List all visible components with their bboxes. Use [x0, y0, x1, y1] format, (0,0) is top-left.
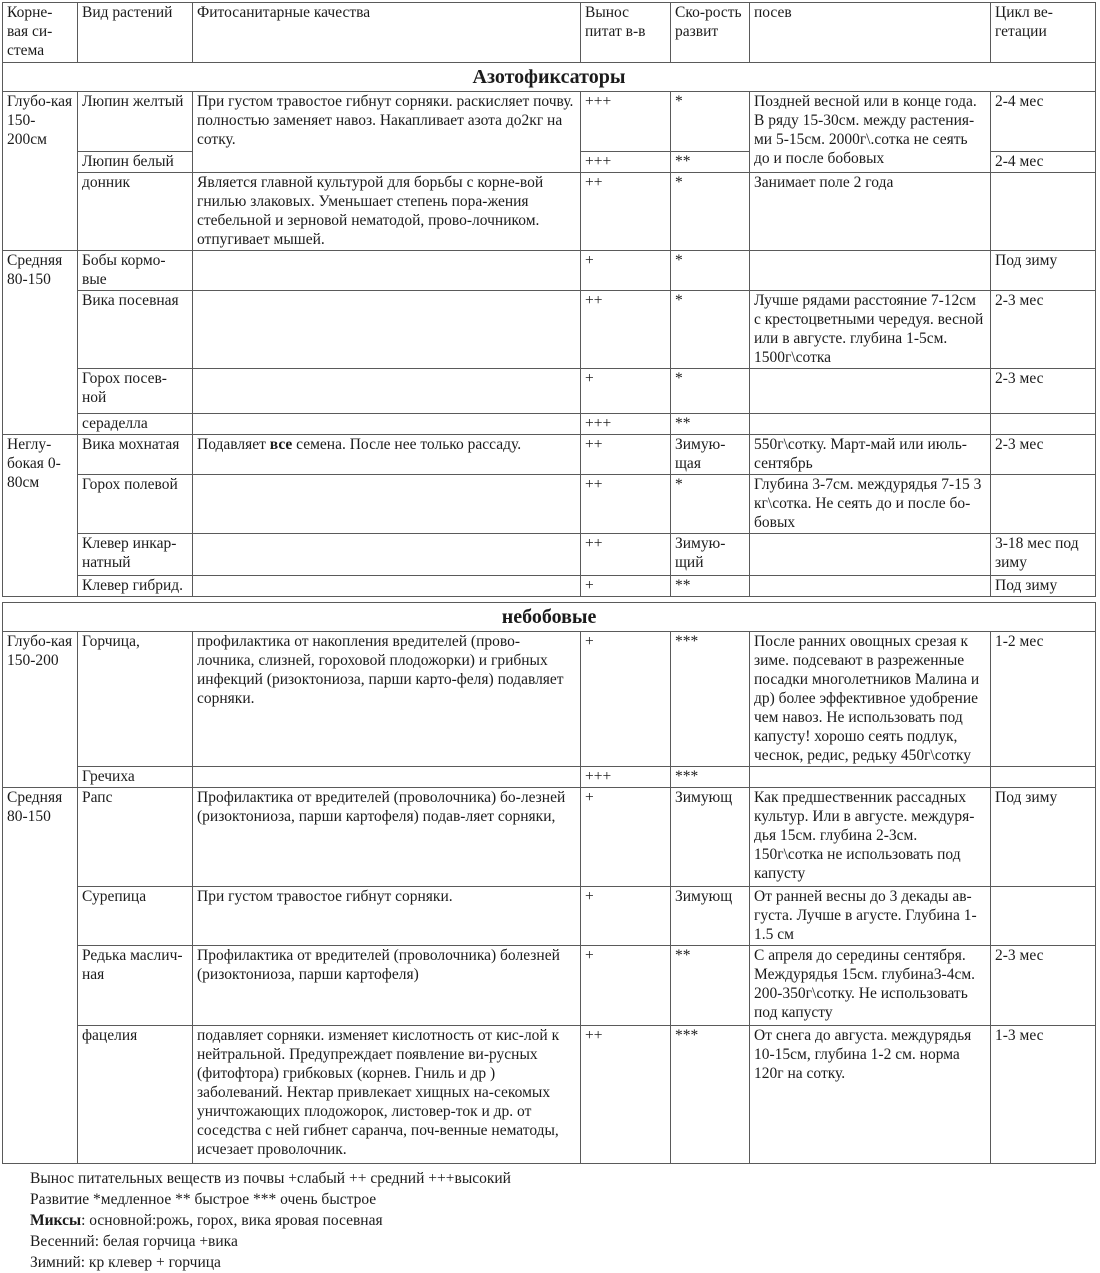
cell-cycle: Под зиму [991, 576, 1096, 597]
header-dev-speed: Ско-рость развит [671, 3, 750, 63]
cell-root-system: Средняя 80-150 [3, 251, 78, 435]
header-root-system: Корне-вая си-стема [3, 3, 78, 63]
cell-sowing [750, 767, 991, 788]
cell-dev-speed: * [671, 251, 750, 291]
cell-species: Сурепица [78, 887, 193, 946]
legend-mixes-text: : основной:рожь, горох, вика яровая посевная [81, 1212, 383, 1229]
cell-cycle [991, 173, 1096, 251]
cell-species: Горох полевой [78, 475, 193, 534]
cell-cycle: 2-3 мес [991, 291, 1096, 369]
cell-nutrient-removal: +++ [581, 92, 671, 152]
cell-root-system: Глубо-кая 150-200 [3, 632, 78, 788]
cell-phyto: При густом травостое гибнут сорняки. раскисляет почву. полностью заменяет навоз. Накапливает азота до2кг на сотку. [193, 92, 581, 173]
cell-cycle: Под зиму [991, 788, 1096, 887]
cell-species: Бобы кормо-вые [78, 251, 193, 291]
cell-sowing [750, 251, 991, 291]
cell-sowing: После ранних овощных срезая к зиме. подсевают в разреженные посадки многолетников Малина и др) более эффективное удобрение чем навоз. Не использовать под капусту! хорошо сеять подлук, чеснок, редис, редьку 450г\сотку [750, 632, 991, 767]
cell-species: Люпин белый [78, 152, 193, 173]
cell-phyto: Профилактика от вредителей (проволочника) болезней (ризоктониоза, парши картофеля) [193, 946, 581, 1026]
cell-dev-speed: Зимующ [671, 887, 750, 946]
cell-species: Люпин желтый [78, 92, 193, 152]
cell-species: Рапс [78, 788, 193, 887]
legend [30, 1168, 1100, 1273]
cell-nutrient-removal: + [581, 369, 671, 414]
cell-dev-speed: ** [671, 414, 750, 435]
cell-cycle: 3-18 мес под зиму [991, 534, 1096, 576]
cell-dev-speed: * [671, 291, 750, 369]
cell-sowing [750, 369, 991, 414]
cell-phyto: Является главной культурой для борьбы с корне-вой гнилью злаковых. Уменьшает степень пора-жения стебельной и зерновой нематодой, прово-лочником. отпугивает мышей. [193, 173, 581, 251]
cell-sowing [750, 414, 991, 435]
cell-sowing: Занимает поле 2 года [750, 173, 991, 251]
phyto-text: семена. После нее только рассаду. [292, 436, 522, 453]
header-sowing: посев [750, 3, 991, 63]
cell-species: Клевер гибрид. [78, 576, 193, 597]
cell-phyto [193, 251, 581, 291]
cell-nutrient-removal: + [581, 887, 671, 946]
table-row [3, 767, 1096, 788]
cell-cycle: 2-4 мес [991, 92, 1096, 152]
cell-sowing: С апреля до середины сентября. Междурядья 15см. глубина3-4см. 200-350г\сотку. Не использовать под капусту [750, 946, 991, 1026]
cell-phyto [193, 767, 581, 788]
cell-nutrient-removal: ++ [581, 534, 671, 576]
cell-dev-speed: *** [671, 1026, 750, 1164]
cell-nutrient-removal: + [581, 632, 671, 767]
cell-species: Горох посев-ной [78, 369, 193, 414]
cell-cycle: 1-2 мес [991, 632, 1096, 767]
cell-phyto [193, 475, 581, 534]
cell-root-system: Неглу-бокая 0-80см [3, 435, 78, 597]
cell-cycle [991, 414, 1096, 435]
cell-sowing: Глубина 3-7см. междурядья 7-15 3 кг\сотка. Не сеять до и после бо-бовых [750, 475, 991, 534]
cell-nutrient-removal: ++ [581, 475, 671, 534]
table-row [3, 946, 1096, 1026]
cell-phyto: При густом травостое гибнут сорняки. [193, 887, 581, 946]
cell-phyto [193, 291, 581, 369]
cell-cycle [991, 767, 1096, 788]
cell-cycle: 2-4 мес [991, 152, 1096, 173]
cell-phyto: подавляет сорняки. изменяет кислотность от кис-лой к нейтральной. Предупреждает появление ви-русных (фитофтора) грибковых (корнев. Гниль и др ) заболеваний. Нектар привлекает хищных на-секомых уничтожающих плодожорок, листовер-ток и др. от соседства с ней гибнет саранча, поч-венные нематоды, исчезает проволочник. [193, 1026, 581, 1164]
cell-nutrient-removal: ++ [581, 291, 671, 369]
table-row [3, 475, 1096, 534]
cell-species: Вика мохнатая [78, 435, 193, 475]
table-row [3, 251, 1096, 291]
siderates-table-legumes [2, 2, 1096, 597]
legend-mixes [30, 1210, 1100, 1231]
cell-species: Горчица, [78, 632, 193, 767]
cell-dev-speed: Зимую-щий [671, 534, 750, 576]
phyto-text: Подавляет [197, 436, 270, 453]
phyto-bold-text: все [269, 436, 293, 453]
table-row [3, 435, 1096, 475]
cell-sowing [750, 576, 991, 597]
table-row [3, 291, 1096, 369]
cell-nutrient-removal: ++ [581, 173, 671, 251]
cell-dev-speed: ** [671, 946, 750, 1026]
table-row [3, 173, 1096, 251]
cell-phyto [193, 576, 581, 597]
cell-dev-speed: *** [671, 632, 750, 767]
cell-nutrient-removal: ++ [581, 1026, 671, 1164]
header-species: Вид растений [78, 3, 193, 63]
cell-dev-speed: ** [671, 152, 750, 173]
cell-nutrient-removal: + [581, 788, 671, 887]
table-row [3, 534, 1096, 576]
table-row [3, 576, 1096, 597]
cell-nutrient-removal: +++ [581, 152, 671, 173]
legend-speed-scale: Развитие *медленное ** быстрое *** очень быстрое [30, 1191, 377, 1208]
table-row [3, 369, 1096, 414]
section-row-non-legumes [3, 603, 1096, 632]
section-title-legumes: Азотофиксаторы [3, 63, 1096, 92]
cell-cycle: 2-3 мес [991, 369, 1096, 414]
table-row [3, 887, 1096, 946]
cell-nutrient-removal: + [581, 251, 671, 291]
cell-phyto: профилактика от накопления вредителей (прово-лочника, слизней, гороховой плодожорки) и грибных инфекций (ризоктониоза, парши карто-феля) подавляет сорняки. [193, 632, 581, 767]
cell-cycle: 1-3 мес [991, 1026, 1096, 1164]
cell-root-system: Глубо-кая 150-200см [3, 92, 78, 251]
header-nutrient-removal: Вынос питат в-в [581, 3, 671, 63]
cell-sowing: Лучше рядами расстояние 7-12см с крестоцветными чередуя. весной или в августе. глубина 1-5см. 1500г\сотка [750, 291, 991, 369]
cell-dev-speed: * [671, 475, 750, 534]
section-row-legumes [3, 63, 1096, 92]
cell-dev-speed: * [671, 369, 750, 414]
cell-sowing: От снега до августа. междурядья 10-15см, глубина 1-2 см. норма 120г на сотку. [750, 1026, 991, 1164]
header-row [3, 3, 1096, 63]
cell-cycle: Под зиму [991, 251, 1096, 291]
table-row [3, 632, 1096, 767]
cell-cycle: 2-3 мес [991, 946, 1096, 1026]
cell-cycle [991, 475, 1096, 534]
table-row [3, 788, 1096, 887]
cell-nutrient-removal: ++ [581, 435, 671, 475]
cell-species: Гречиха [78, 767, 193, 788]
cell-sowing: 550г\сотку. Март-май или июль-сентябрь [750, 435, 991, 475]
cell-sowing: Поздней весной или в конце года. В ряду 15-30см. между растения-ми 5-15см. 2000г\.сотка не сеять до и после бобовых [750, 92, 991, 173]
cell-species: Клевер инкар-натный [78, 534, 193, 576]
header-cycle: Цикл ве-гетации [991, 3, 1096, 63]
cell-phyto: Профилактика от вредителей (проволочника) бо-лезней (ризоктониоза, парши картофеля) подав-ляет сорняки, [193, 788, 581, 887]
siderates-table-non-legumes [2, 602, 1096, 1164]
legend-nutrient-scale: Вынос питательных веществ из почвы +слабый ++ средний +++высокий [30, 1170, 511, 1187]
cell-dev-speed: * [671, 92, 750, 152]
cell-species: Редька маслич-ная [78, 946, 193, 1026]
cell-sowing: От ранней весны до 3 декады ав-густа. Лучше в агусте. Глубина 1-1.5 см [750, 887, 991, 946]
cell-dev-speed: * [671, 173, 750, 251]
cell-nutrient-removal: +++ [581, 414, 671, 435]
legend-mixes-label: Миксы [30, 1212, 82, 1229]
legend-winter-mix: Зимний: кр клевер + горчица [30, 1254, 221, 1271]
cell-sowing [750, 534, 991, 576]
cell-cycle [991, 887, 1096, 946]
cell-nutrient-removal: +++ [581, 767, 671, 788]
cell-phyto [193, 534, 581, 576]
header-phyto: Фитосанитарные качества [193, 3, 581, 63]
cell-sowing: Как предшественник рассадных культур. Или в августе. междуря-дья 15см. глубина 2-3см. 150г\сотка не использовать под капусту [750, 788, 991, 887]
cell-nutrient-removal: + [581, 576, 671, 597]
cell-phyto [193, 435, 581, 475]
section-title-non-legumes: небобовые [3, 603, 1096, 632]
table-row [3, 414, 1096, 435]
cell-phyto [193, 414, 581, 435]
table-row [3, 1026, 1096, 1164]
cell-species: сераделла [78, 414, 193, 435]
cell-dev-speed: ** [671, 576, 750, 597]
cell-cycle: 2-3 мес [991, 435, 1096, 475]
cell-dev-speed: Зимующ [671, 788, 750, 887]
table-row [3, 92, 1096, 152]
cell-species: фацелия [78, 1026, 193, 1164]
cell-species: Вика посевная [78, 291, 193, 369]
cell-species: донник [78, 173, 193, 251]
cell-dev-speed: *** [671, 767, 750, 788]
cell-root-system: Средняя 80-150 [3, 788, 78, 1164]
legend-spring-mix: Весенний: белая горчица +вика [30, 1233, 238, 1250]
cell-phyto [193, 369, 581, 414]
cell-nutrient-removal: + [581, 946, 671, 1026]
cell-dev-speed: Зимую-щая [671, 435, 750, 475]
